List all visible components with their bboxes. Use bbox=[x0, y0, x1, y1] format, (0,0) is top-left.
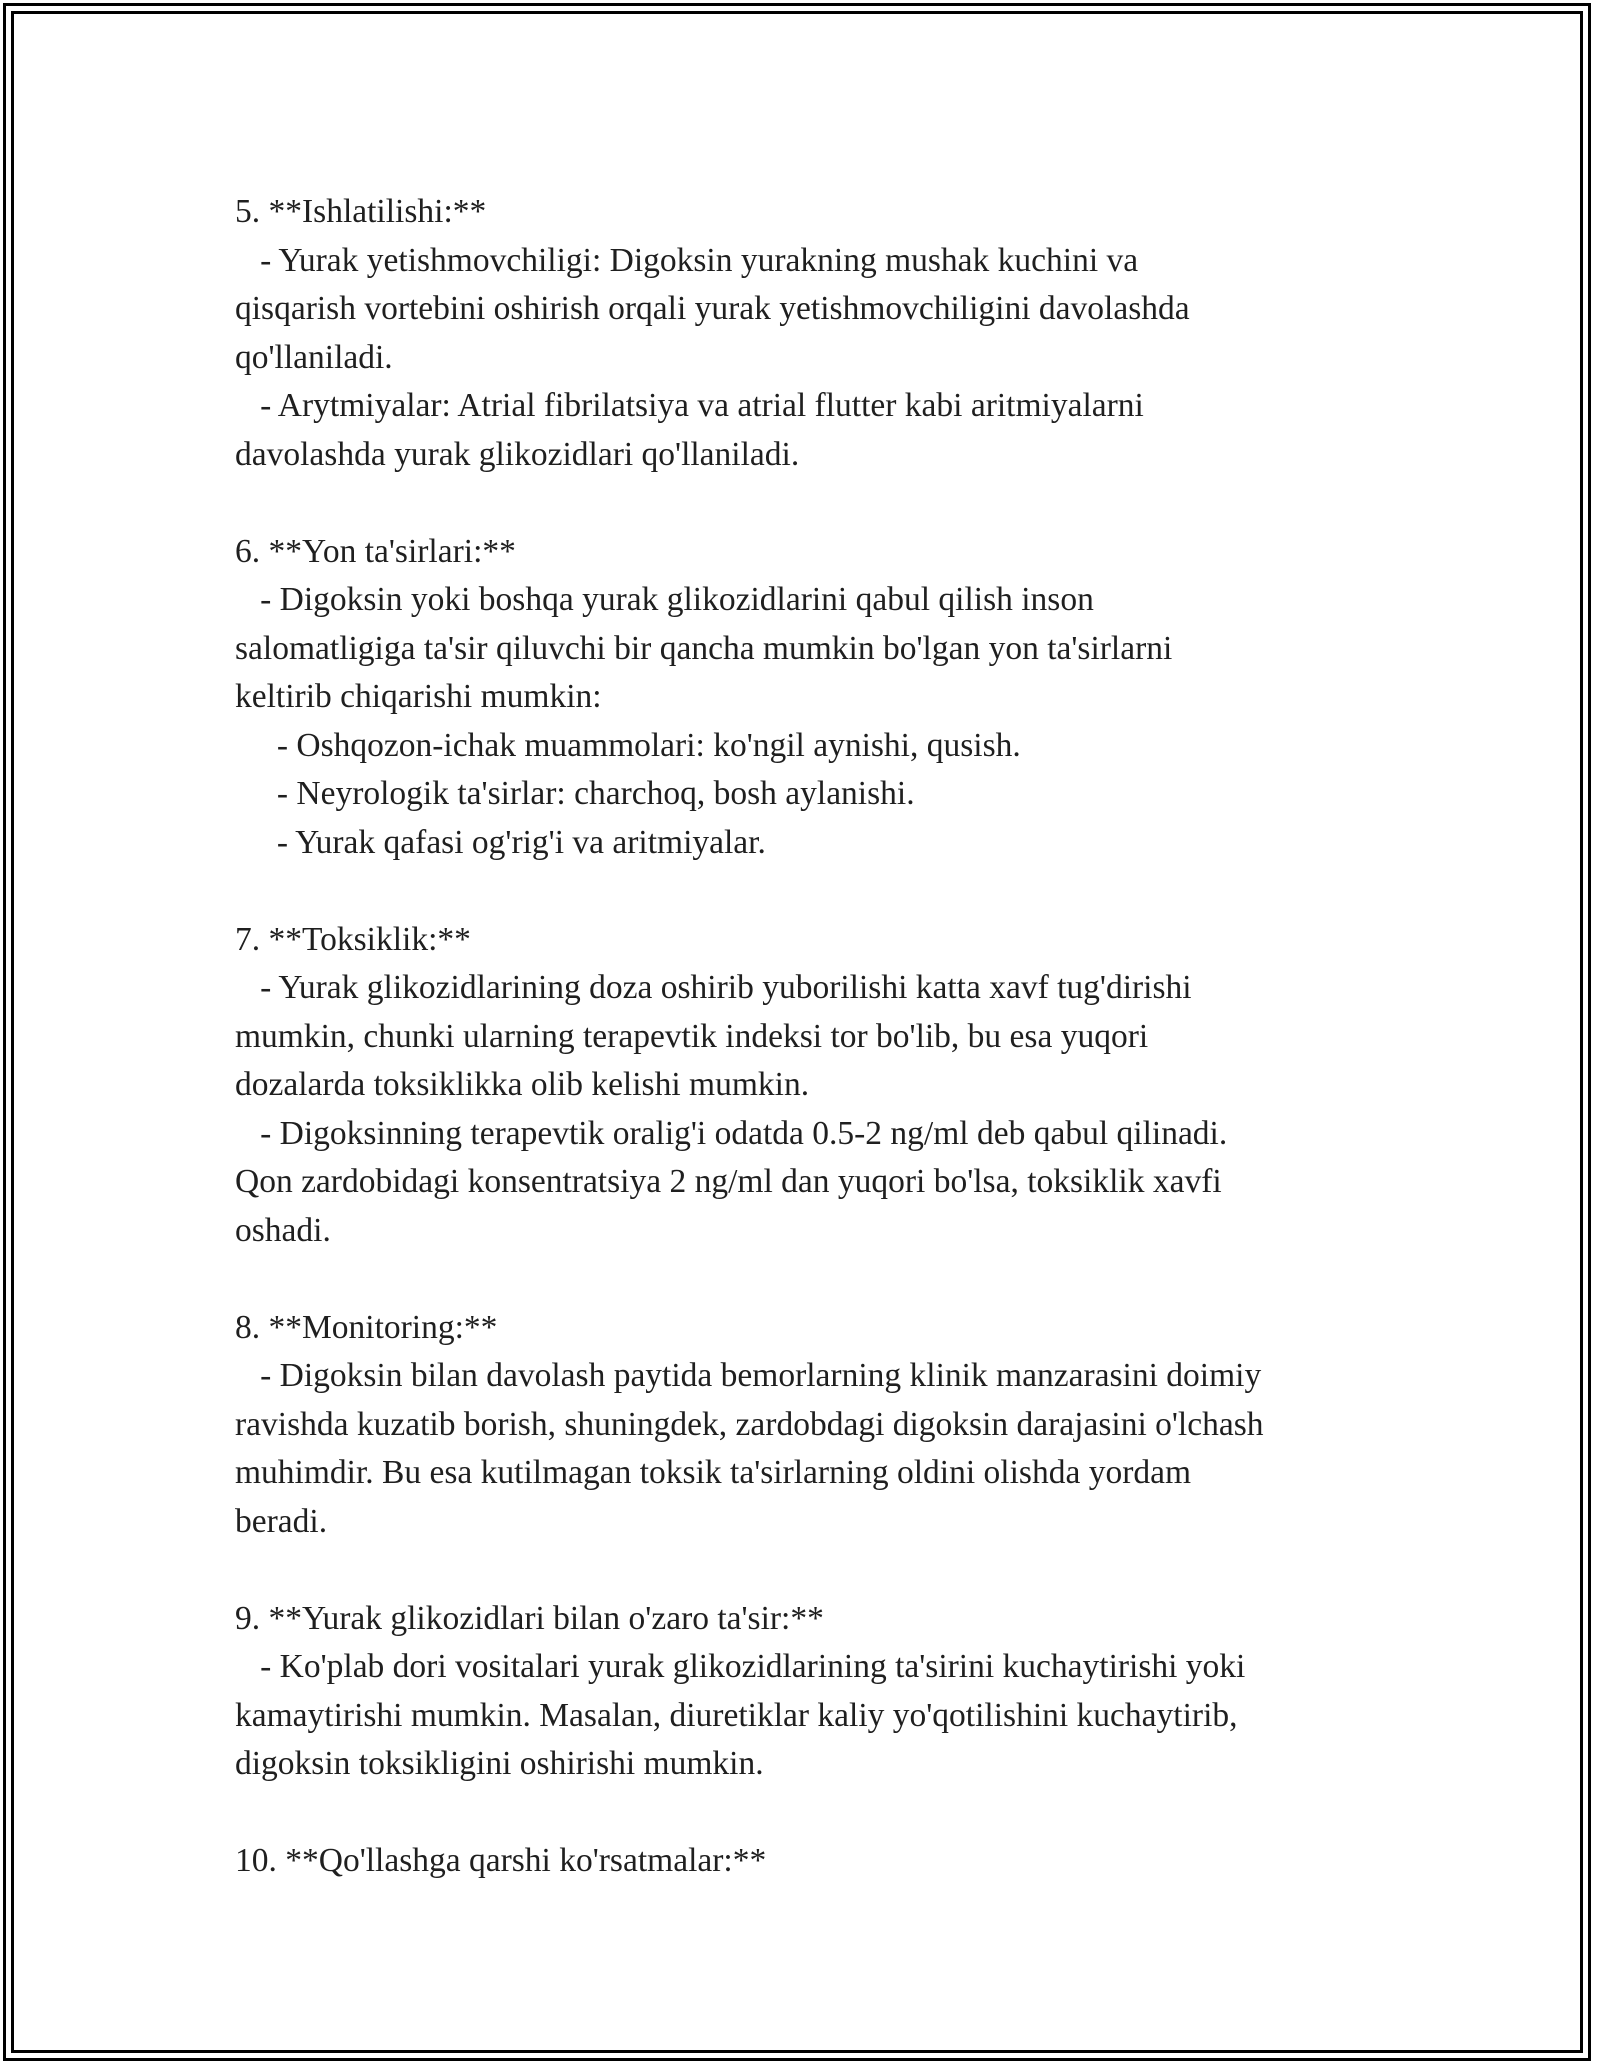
text-line: - Digoksin bilan davolash paytida bemorlarning klinik manzarasini doimiy bbox=[235, 1357, 1262, 1394]
text-line: - Neyrologik ta'sirlar: charchoq, bosh aylanishi. bbox=[235, 775, 915, 812]
text-line: digoksin toksikligini oshirishi mumkin. bbox=[235, 1745, 764, 1782]
text-line: mumkin, chunki ularning terapevtik indeksi tor bo'lib, bu esa yuqori bbox=[235, 1017, 1149, 1055]
section-8-heading: 8. **Monitoring:** bbox=[235, 1308, 498, 1346]
text-line: beradi. bbox=[235, 1502, 328, 1540]
document-text bbox=[235, 188, 1415, 1886]
text-line: muhimdir. Bu esa kutilmagan toksik ta'sirlarning oldini olishda yordam bbox=[235, 1454, 1192, 1491]
text-line: ravishda kuzatib borish, shuningdek, zardobdagi digoksin darajasini o'lchash bbox=[235, 1405, 1264, 1443]
section-10-heading: 10. **Qo'llashga qarshi ko'rsatmalar:** bbox=[235, 1842, 767, 1879]
text-line: - Digoksin yoki boshqa yurak glikozidlarini qabul qilish inson bbox=[235, 581, 1094, 618]
text-line: - Yurak qafasi og'rig'i va aritmiyalar. bbox=[235, 823, 766, 861]
text-line: kamaytirishi mumkin. Masalan, diuretiklar kaliy yo'qotilishini kuchaytirib, bbox=[235, 1696, 1238, 1734]
text-line: Qon zardobidagi konsentratsiya 2 ng/ml dan yuqori bo'lsa, toksiklik xavfi bbox=[235, 1163, 1222, 1200]
text-line: - Arytmiyalar: Atrial fibrilatsiya va atrial flutter kabi aritmiyalarni bbox=[235, 387, 1144, 424]
blank-line bbox=[235, 1789, 1415, 1838]
text-line: davolashda yurak glikozidlari qo'llaniladi. bbox=[235, 435, 800, 473]
text-line: keltirib chiqarishi mumkin: bbox=[235, 678, 602, 715]
text-line: dozalarda toksiklikka olib kelishi mumkin. bbox=[235, 1066, 810, 1103]
text-line: qo'llaniladi. bbox=[235, 338, 393, 376]
blank-line bbox=[235, 867, 1415, 916]
blank-line bbox=[235, 1255, 1415, 1304]
section-9-heading: 9. **Yurak glikozidlari bilan o'zaro ta'sir:** bbox=[235, 1599, 824, 1637]
text-line: - Ko'plab dori vositalari yurak glikozidlarining ta'sirini kuchaytirishi yoki bbox=[235, 1648, 1246, 1685]
text-line: - Oshqozon-ichak muammolari: ko'ngil aynishi, qusish. bbox=[235, 726, 1021, 764]
text-line: salomatligiga ta'sir qiluvchi bir qancha mumkin bo'lgan yon ta'sirlarni bbox=[235, 629, 1173, 667]
text-line: - Digoksinning terapevtik oralig'i odatda 0.5-2 ng/ml deb qabul qilinadi. bbox=[235, 1114, 1228, 1152]
section-7-heading: 7. **Toksiklik:** bbox=[235, 920, 471, 958]
text-line: - Yurak glikozidlarining doza oshirib yuborilishi katta xavf tug'dirishi bbox=[235, 969, 1192, 1006]
text-line: - Yurak yetishmovchiligi: Digoksin yurakning mushak kuchini va bbox=[235, 241, 1139, 279]
text-line: oshadi. bbox=[235, 1211, 331, 1249]
text-line: qisqarish vortebini oshirish orqali yurak yetishmovchiligini davolashda bbox=[235, 290, 1190, 327]
blank-line bbox=[235, 479, 1415, 528]
section-6-heading: 6. **Yon ta'sirlari:** bbox=[235, 532, 516, 570]
blank-line bbox=[235, 1546, 1415, 1595]
section-5-heading: 5. **Ishlatilishi:** bbox=[235, 193, 487, 230]
